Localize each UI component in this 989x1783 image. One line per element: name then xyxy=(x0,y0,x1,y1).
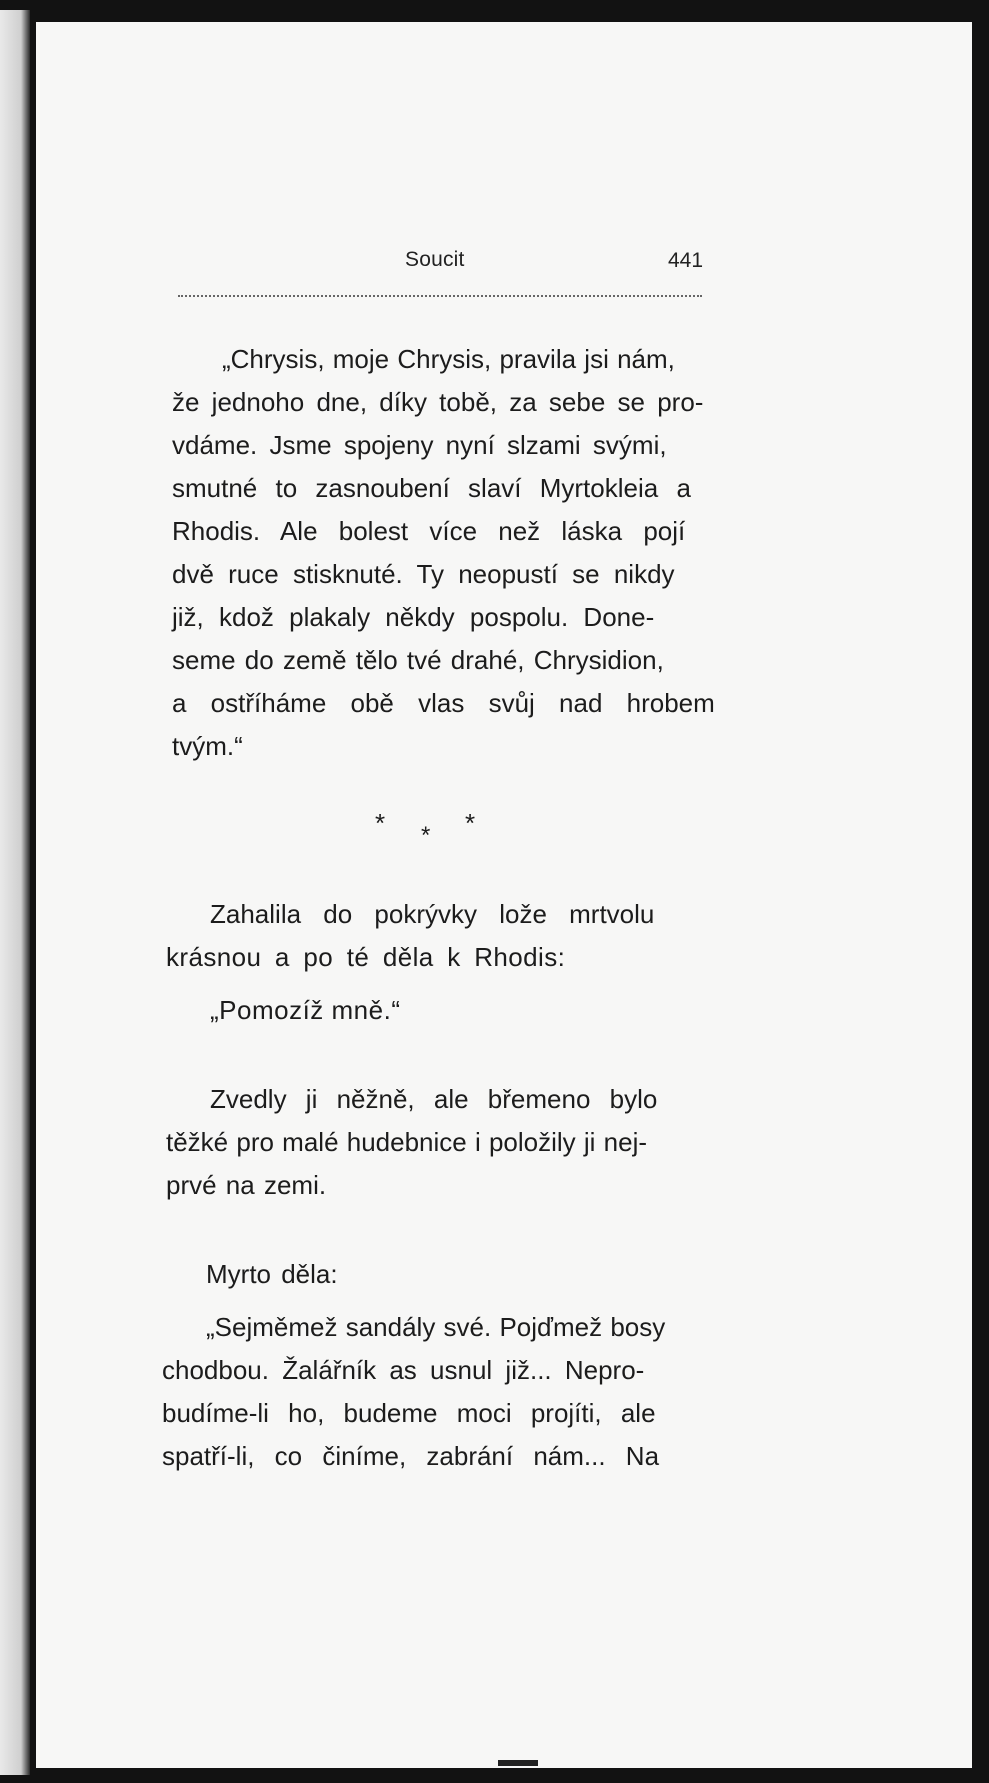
previous-page-edge xyxy=(0,10,30,1775)
book-page xyxy=(36,22,972,1768)
text-line: seme do země tělo tvé drahé, Chrysidion, xyxy=(172,645,664,675)
text-line: prvé na zemi. xyxy=(166,1170,327,1200)
text-line: budíme-li ho, budeme moci projíti, ale xyxy=(162,1398,656,1428)
asterisk: * xyxy=(465,808,476,838)
section-separator xyxy=(375,800,495,860)
running-header-title: Soucit xyxy=(405,248,465,271)
text-line: těžké pro malé hudebnice i položily ji nej- xyxy=(166,1127,648,1157)
text-line: vdáme. Jsme spojeny nyní slzami svými, xyxy=(172,430,667,460)
text-line: tvým.“ xyxy=(172,731,243,761)
text-line: již, kdož plakaly někdy pospolu. Done- xyxy=(172,602,655,632)
text-line: dvě ruce stisknuté. Ty neopustí se nikdy xyxy=(172,559,675,589)
asterisk: * xyxy=(421,822,431,849)
text-line: Zvedly ji něžně, ale břemeno bylo xyxy=(210,1084,658,1114)
asterisk: * xyxy=(375,808,386,838)
text-line: „Pomozíž mně.“ xyxy=(210,995,401,1025)
header-divider xyxy=(178,295,702,297)
text-line: Rhodis. Ale bolest více než láska pojí xyxy=(172,516,686,546)
text-line: Zahalila do pokrývky lože mrtvolu xyxy=(210,899,655,929)
scan-artifact xyxy=(498,1760,538,1766)
text-line: chodbou. Žalářník as usnul již... Nepro- xyxy=(162,1355,645,1385)
text-line: „Chrysis, moje Chrysis, pravila jsi nám, xyxy=(222,344,675,374)
text-line: Myrto děla: xyxy=(206,1259,338,1289)
text-line: spatří-li, co činíme, zabrání nám... Na xyxy=(162,1441,660,1471)
text-line: a ostříháme obě vlas svůj nad hrobem xyxy=(172,688,715,718)
text-line: že jednoho dne, díky tobě, za sebe se pro- xyxy=(172,387,704,417)
text-line: „Sejměmež sandály své. Pojďmež bosy xyxy=(206,1312,666,1342)
page-number: 441 xyxy=(668,249,704,272)
text-line: smutné to zasnoubení slaví Myrtokleia a xyxy=(172,473,691,503)
text-line: krásnou a po té děla k Rhodis: xyxy=(166,942,566,972)
